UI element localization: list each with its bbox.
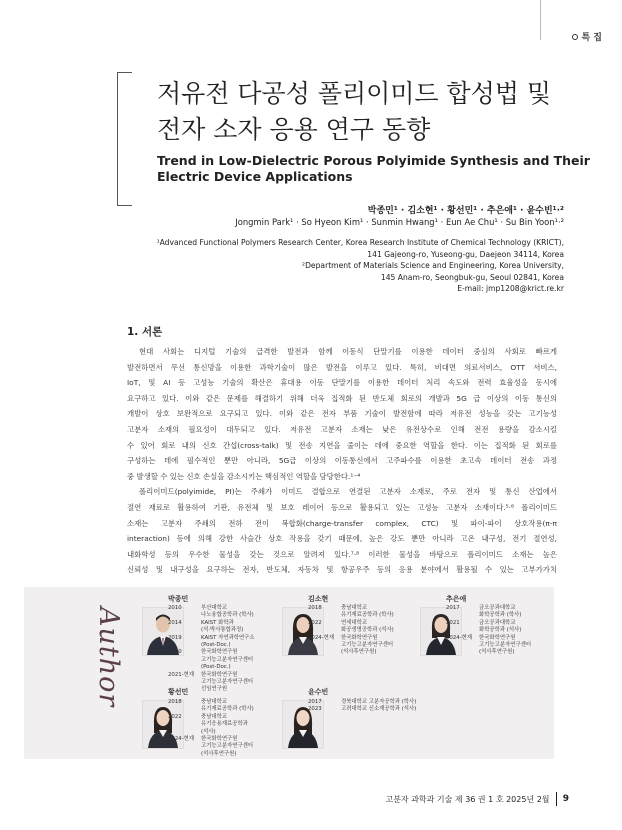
history-year: 2021 bbox=[446, 619, 460, 626]
history-year: 2014 bbox=[168, 619, 182, 626]
body-line: 내화학성 등의 우수한 물성을 갖는 것으로 알려져 있다.⁷·⁸ 이러한 물성을 바탕으로 폴리이미드 소재는 높은 bbox=[127, 549, 557, 559]
body-line: 수 있어 회로 내의 신호 간섭(cross-talk) 및 전송 지연을 줄이는 데에 중요한 역할을 한다. 이는 집적화 된 회로를 bbox=[127, 440, 557, 450]
authors-english: Jongmin Park¹ · So Hyeon Kim¹ · Sunmin Hwang¹ · Eun Ae Chu¹ · Su Bin Yoon¹·² bbox=[235, 217, 564, 227]
title-korean-line-1: 저유전 다공성 폴리이미드 합성법 및 bbox=[157, 79, 552, 108]
author-label: Author bbox=[93, 607, 124, 708]
profile-history bbox=[308, 605, 394, 657]
history-year: 2024-현재 bbox=[308, 634, 335, 641]
history-desc: 나노융합공학과 (학사) bbox=[201, 612, 254, 619]
history-desc: KAIST 화학과 bbox=[201, 619, 234, 626]
profile-name: 윤수빈 bbox=[308, 688, 329, 696]
profile-history bbox=[308, 699, 416, 714]
page-number: 9 bbox=[562, 794, 569, 804]
history-year: 2017 bbox=[446, 605, 460, 611]
history-year: 2023 bbox=[308, 706, 322, 713]
history-desc: 충남대학교 bbox=[201, 699, 228, 705]
affiliation-line: ¹Advanced Functional Polymers Research Center, Korea Research Institute of Chemical Technology (KRICT), bbox=[156, 238, 564, 247]
history-desc: 유기재료공학과 (학사) bbox=[341, 612, 394, 619]
history-desc: 연세대학교 bbox=[341, 619, 368, 626]
history-desc: 한국화학연구원 bbox=[201, 649, 238, 656]
history-desc: 고기능고분자연구센터 bbox=[201, 656, 254, 663]
history-desc: (Post-Doc.) bbox=[201, 664, 231, 671]
profile-history bbox=[168, 605, 255, 694]
author-profiles-box bbox=[24, 587, 554, 759]
history-year: 2019 bbox=[168, 634, 182, 641]
title-english-line-2: Electric Device Applications bbox=[157, 169, 353, 184]
profile-name: 황선민 bbox=[168, 688, 189, 696]
history-desc: 한국화학연구원 bbox=[341, 634, 378, 641]
profile-name: 김소현 bbox=[308, 595, 329, 603]
history-desc: 화학공학과 (석사) bbox=[479, 627, 522, 634]
history-desc: (석사후연구원) bbox=[201, 750, 237, 757]
journal-info: 고분자 과학과 기술 제 36 권 1 호 2025년 2월 bbox=[385, 794, 550, 804]
history-desc: 경북대학교 고분자공학과 (학사) bbox=[341, 699, 417, 705]
history-desc: KAIST 자연과학연구소 bbox=[201, 634, 255, 641]
history-desc: 고기능고분자연구센터 bbox=[201, 743, 254, 750]
history-desc: 고기능고분자연구센터 bbox=[201, 679, 254, 686]
history-desc: (석·박사통합과정) bbox=[201, 627, 244, 634]
body-line: 고분자 소재의 필요성이 대두되고 있다. 저유전 고분자 소재는 낮은 유전상수로 인해 전전 용량을 감소시킬 bbox=[127, 424, 557, 434]
profile-name: 박종민 bbox=[168, 595, 189, 603]
history-desc: 고려대학교 신소재공학과 (석사) bbox=[341, 706, 417, 713]
history-desc: 한국화학연구원 bbox=[479, 634, 516, 641]
history-desc: 고기능고분자연구센터 bbox=[341, 642, 394, 649]
history-desc: 선임연구원 bbox=[201, 686, 228, 693]
title-korean-line-2: 전자 소자 응용 연구 동향 bbox=[157, 115, 431, 144]
history-year: 2024-현재 bbox=[446, 634, 473, 641]
history-desc: 한국화학연구원 bbox=[201, 736, 238, 743]
history-desc: 충남대학교 bbox=[201, 713, 228, 720]
section-tag bbox=[572, 30, 602, 43]
history-year: 2010 bbox=[168, 605, 182, 611]
profile-name: 추은애 bbox=[446, 595, 467, 603]
history-desc: 유기응용재료공학과 bbox=[201, 721, 248, 728]
authors-korean: 박종민¹ · 김소현¹ · 황선민¹ · 추은애¹ · 윤수빈¹·² bbox=[367, 206, 564, 216]
history-desc: 화학공학과 (학사) bbox=[479, 612, 522, 619]
history-year: 2018 bbox=[168, 699, 182, 705]
affiliation-line: 141 Gajeong-ro, Yuseong-gu, Daejeon 34114, Korea bbox=[367, 249, 564, 259]
body-line: 구성하는 데에 필수적인 뿐만 아니라, 5G급 이상의 이동통신에서 고주파수를 이용한 초고속 데이터 전송 과정 bbox=[127, 456, 557, 466]
header-rule bbox=[0, 0, 541, 40]
history-desc: (석사후연구원) bbox=[479, 649, 515, 656]
history-desc: 유기재료공학과 (학사) bbox=[201, 706, 254, 713]
body-line: IoT, 및 AI 등 고성능 기술의 확산은 휴대용 이동 단말기를 이용한 데이터 처리 속도와 전력 효율성을 동시에 bbox=[127, 378, 557, 388]
history-desc: 금오공과대학교 bbox=[479, 605, 516, 611]
history-desc: (석사) bbox=[201, 728, 216, 735]
page-footer bbox=[385, 792, 569, 806]
profile-history bbox=[168, 699, 254, 758]
history-year: 2017 bbox=[308, 699, 322, 705]
body-line: 중 발생할 수 있는 신호 손실을 감소시키는 핵심적인 역할을 담당한다.¹⁻⁴ bbox=[127, 471, 361, 481]
history-year: 2020 bbox=[168, 649, 182, 656]
body-line: 신뢰성 및 내구성을 요구하는 전자, 반도체, 자동차 및 항공우주 등의 응용 분야에서 활용될 수 있는 고부가가치 bbox=[127, 565, 557, 575]
body-line: 발전하면서 무선 통신망을 이용한 과학기술이 많은 발전을 이루고 있다. 특히, 비대면 의료서비스, OTT 서비스, bbox=[127, 362, 557, 372]
title-english bbox=[157, 153, 590, 185]
body-line: 현대 사회는 디지털 기술의 급격한 발전과 함께 이동식 단말기를 이용한 데이터 중심의 사회로 빠르게 bbox=[139, 347, 557, 356]
circle-bullet-icon bbox=[572, 34, 578, 40]
body-line: 폴리이미드(polyimide, PI)는 주쇄가 이미드 결합으로 연결된 고분자 소재로, 주로 전자 및 통신 산업에서 bbox=[139, 487, 557, 497]
history-year: 2021-현재 bbox=[168, 671, 195, 678]
footer-divider bbox=[556, 792, 557, 806]
history-year: 2024-현재 bbox=[168, 736, 195, 743]
history-desc: 부산대학교 bbox=[201, 605, 228, 611]
history-desc: 충남대학교 bbox=[341, 605, 368, 611]
body-line: interaction) 등에 의해 강한 사슬간 상호 작용을 갖기 때문에, 높은 강도 뿐만 아니라 고온 내구성, 전기 절연성, bbox=[127, 534, 557, 544]
affiliation-line: 145 Anam-ro, Seongbuk-gu, Seoul 02841, Korea bbox=[380, 272, 564, 282]
body-line: 소재는 고분자 주쇄의 전하 전이 복합화(charge-transfer complex, CTC) 및 파이-파이 상호작용(π-π bbox=[127, 518, 557, 528]
history-desc: 고기능고분자연구센터 bbox=[479, 642, 532, 649]
history-desc: 금오공과대학교 bbox=[479, 619, 516, 626]
affiliation-line: ²Department of Materials Science and Engineering, Korea University, bbox=[302, 261, 564, 271]
body-line: 요구하고 있다. 이와 같은 문제를 해결하기 위해 더욱 집적화 된 반도체 회로의 개발과 5G 급 이상의 이동 통신의 bbox=[127, 393, 557, 403]
history-desc: 화공생명공학과 (석사) bbox=[341, 627, 394, 634]
section-heading: 1. 서론 bbox=[127, 326, 163, 338]
affiliations bbox=[104, 237, 564, 295]
history-desc: (Post-Doc.) bbox=[201, 642, 231, 649]
history-year: 2022 bbox=[168, 713, 182, 720]
title-english-line-1: Trend in Low-Dielectric Porous Polyimide Synthesis and Their bbox=[157, 153, 590, 168]
title-korean bbox=[157, 76, 577, 148]
contact-email: E-mail: jmp1208@krict.re.kr bbox=[457, 284, 564, 294]
section-tag-label: 특 집 bbox=[581, 33, 602, 43]
body-text bbox=[127, 344, 557, 578]
body-line: 절연 재료로 활용하여 기판, 유전체 및 보호 레이어 등으로 활용되고 있는 고성능 고분자 소재이다.⁵·⁶ 폴리이미드 bbox=[127, 502, 557, 512]
history-desc: (석사후연구원) bbox=[341, 649, 377, 656]
history-year: 2022 bbox=[308, 619, 322, 626]
history-desc: 한국화학연구원 bbox=[201, 671, 238, 678]
profile-history bbox=[446, 605, 531, 657]
body-line: 개발이 상호 보완적으로 요구되고 있다. 이와 같은 전자 부품 기술이 발전함에 따라 저유전 성능을 갖는 고기능성 bbox=[127, 409, 557, 419]
title-bracket bbox=[117, 72, 132, 206]
history-year: 2018 bbox=[308, 605, 322, 611]
